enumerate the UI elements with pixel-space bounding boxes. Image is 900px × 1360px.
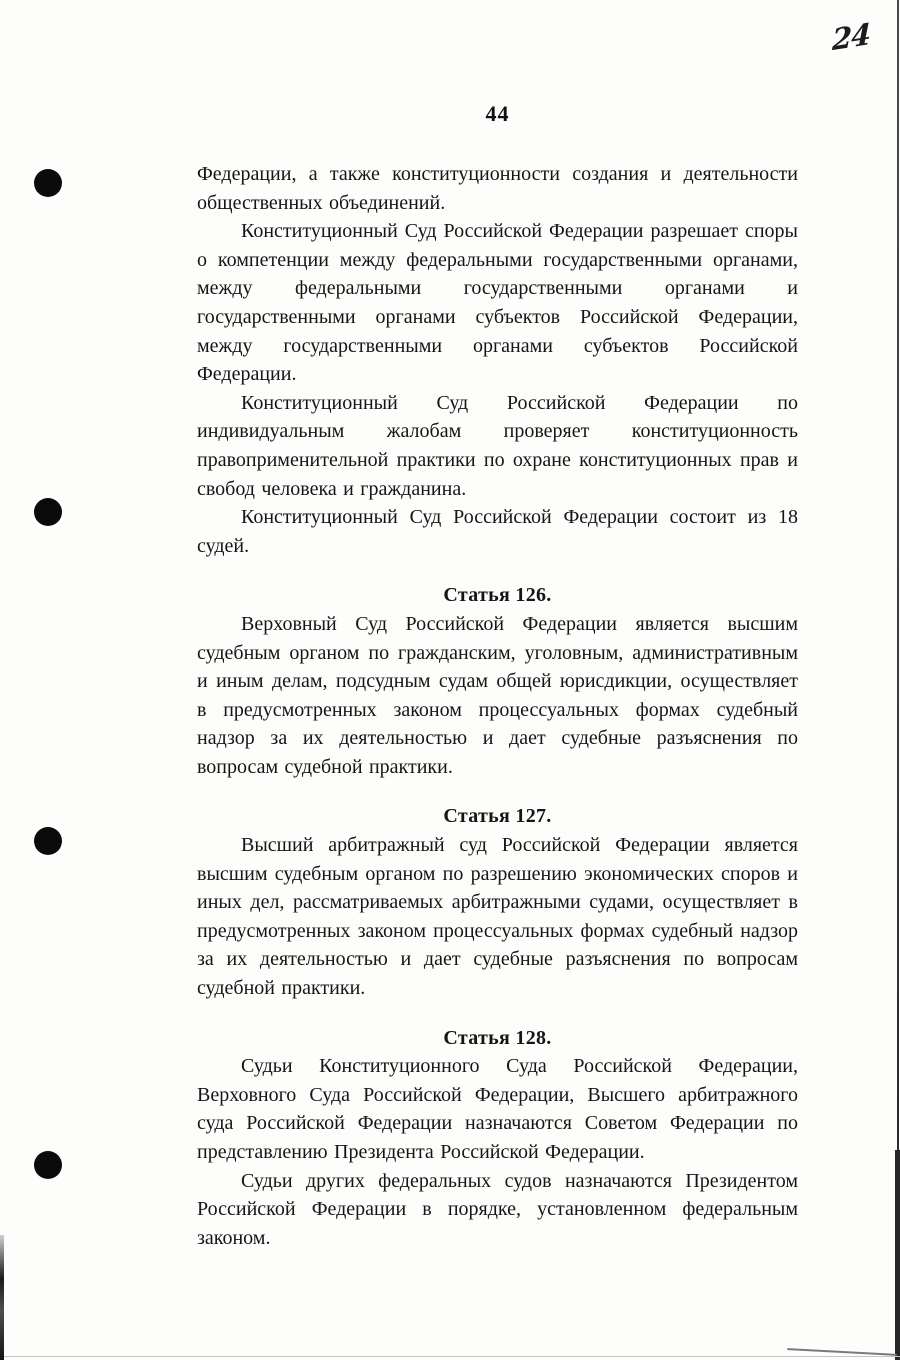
hole-punch-dot [34, 1151, 62, 1179]
printed-page-number: 44 [485, 101, 510, 126]
paragraph: Конституционный Суд Российской Федерации разрешает споры о компетенции между федеральными государственными органами, между федеральными государственными органами и государственными органами субъектов Российской Федерации, между государственными органами субъектов Российской Федерации. [197, 220, 798, 386]
paragraph: Высший арбитражный суд Российской Федерации является высшим судебным органом по разрешению экономических споров и иных дел, рассматриваемых арбитражными судами, осуществляет в предусмотренных законом процессуальных формах судебный надзор за их деятельностью и дает судебные разъяснения по вопросам судебной практики. [197, 834, 798, 1000]
paragraph: Конституционный Суд Российской Федерации состоит из 18 судей. [197, 506, 798, 557]
paragraph: Верховный Суд Российской Федерации является высшим судебным органом по гражданским, уголовным, административным и иным делам, подсудным судам общей юрисдикции, осуществляет в предусмотренных законом процессуальных формах судебный надзор за их деятельностью и дает судебные разъяснения по вопросам судебной практики. [197, 612, 798, 778]
handwritten-page-number: 24 [831, 16, 871, 58]
scan-edge-line-bottom [0, 1356, 900, 1357]
paragraph: Конституционный Суд Российской Федерации по индивидуальным жалобам проверяет конституционность правоприменительной практики по охране конституционных прав и свобод человека и гражданина. [197, 391, 798, 500]
hole-punch-dot [34, 498, 62, 526]
scan-edge-line-right-thick [895, 1150, 900, 1360]
hole-punch-dot [34, 169, 62, 197]
scan-artifact-bottom-left [0, 1235, 4, 1360]
paragraph: Судьи других федеральных судов назначаются Президентом Российской Федерации в порядке, установленном федеральным законом. [197, 1169, 798, 1249]
scan-artifact-bottom-right [787, 1348, 897, 1356]
document-body [197, 160, 798, 1252]
article-heading-126: Статья 126. [443, 584, 552, 607]
article-heading-128: Статья 128. [443, 1026, 552, 1049]
paragraph: Судьи Конституционного Суда Российской Федерации, Верховного Суда Российской Федерации, Высшего арбитражного суда Российской Федерации назначаются Советом Федерации по представлению Президента Российской Федерации. [197, 1055, 798, 1163]
hole-punch-dot [34, 827, 62, 855]
article-heading-127: Статья 127. [443, 805, 552, 828]
paragraph: Федерации, а также конституционности создания и деятельности общественных объединений. [197, 163, 798, 214]
